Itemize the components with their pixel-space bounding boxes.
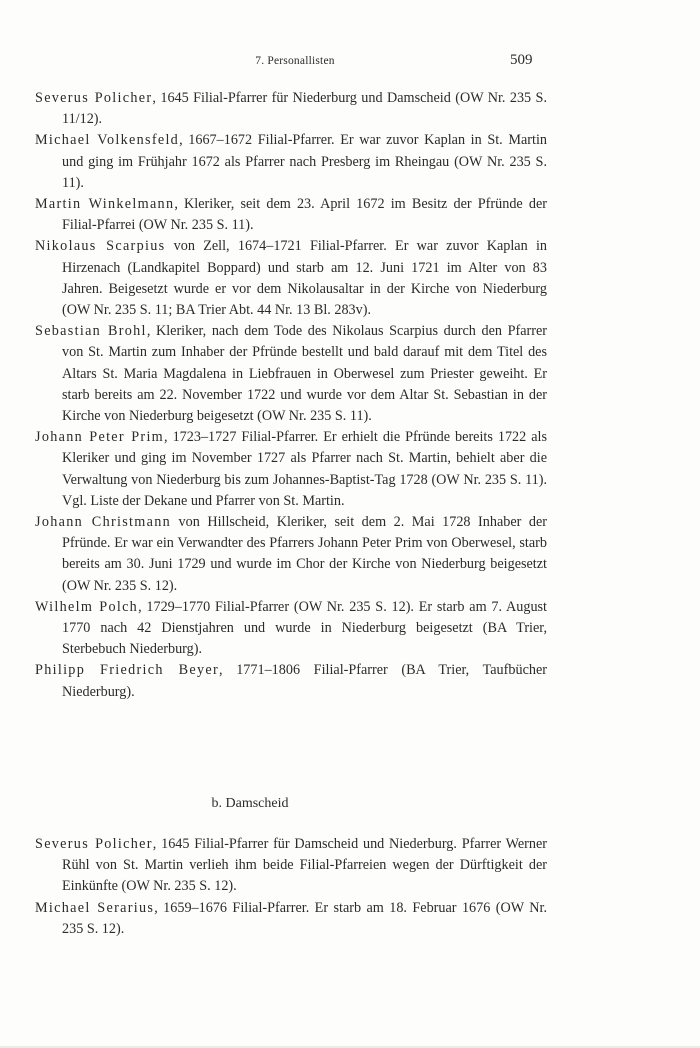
person-name: Severus Policher [35,836,153,852]
entry-text: , 1729–1770 Filial-Pfarrer (OW Nr. 235 S. 12). Er starb am 7. August 1770 nach 42 Dienstjahren und wurde in Niederburg beigesetzt (BA Trier, Sterbebuch Niederburg). [62,598,547,658]
person-name: Severus Policher [35,90,153,106]
section-heading-damscheid: b. Damscheid [211,796,289,811]
list-item [35,236,547,321]
list-item [35,194,547,236]
list-item [35,660,547,702]
person-name: Michael Serarius [35,899,155,916]
list-item [35,321,547,427]
person-name: Nikolaus Scarpius [35,238,166,255]
person-name: Wilhelm Polch [35,598,139,615]
entry-text: von Zell, 1674–1721 Filial-Pfarrer. Er war zuvor Kaplan in Hirzenach (Landkapitel Boppard) und starb am 12. Juni 1721 im Alter von 83 Jahren. Beigesetzt wurde er vor dem Nikolausaltar in der Kirche von Niederburg (OW Nr. 235 S. 11; BA Trier Abt. 44 Nr. 13 Bl. 283v). [62,238,547,319]
entry-text: von Hillscheid, Kleriker, seit dem 2. Mai 1728 Inhaber der Pfründe. Er war ein Verwandter des Pfarrers Johann Peter Prim von Oberwesel, starb bereits am 30. Juni 1729 und wurde im Chor der Kirche von Niederburg beigesetzt (OW Nr. 235 S. 12). [62,514,547,594]
entry-list-niederburg [35,88,547,703]
person-name: Sebastian Brohl [35,323,147,340]
entry-text: , Kleriker, seit dem 23. April 1672 im Besitz der Pfründe der Filial-Pfarrei (OW Nr. 235 S. 11). [62,196,548,234]
entry-text: , 1659–1676 Filial-Pfarrer. Er starb am 18. Februar 1676 (OW Nr. 235 S. 12). [62,899,547,937]
person-name: Johann Peter Prim [35,429,165,446]
entry-text: , 1645 Filial-Pfarrer für Niederburg und Damscheid (OW Nr. 235 S. 11/12). [62,90,547,128]
entry-text: , Kleriker, nach dem Tode des Nikolaus Scarpius durch den Pfarrer von St. Martin zum Inhaber der Pfründe bestellt und bald darauf mit dem Titel des Altars St. Maria Magdalena in Liebfrauen in Oberwesel zum Priester geweiht. Er starb bereits am 22. November 1722 und wurde vor dem Altar St. Sebastian in der Kirche von Niederburg beigesetzt (OW Nr. 235 S. 11). [62,323,547,425]
list-item [35,512,547,597]
entry-text: , 1667–1672 Filial-Pfarrer. Er war zuvor Kaplan in St. Martin und ging im Frühjahr 1672 als Pfarrer nach Presberg im Rheingau (OW Nr. 235 S. 11). [62,132,547,191]
list-item [35,597,547,661]
list-item [35,130,547,194]
list-item [35,427,547,512]
entry-text: , 1771–1806 Filial-Pfarrer (BA Trier, Taufbücher Niederburg). [62,662,547,700]
person-name: Martin Winkelmann [35,196,175,213]
entry-text: , 1723–1727 Filial-Pfarrer. Er erhielt die Pfründe bereits 1722 als Kleriker und ging im November 1727 als Pfarrer nach St. Martin, behielt aber die Verwaltung von Niederburg bis zum Johannes-Baptist-Tag 1728 (OW Nr. 235 S. 11). Vgl. Liste der Dekane und Pfarrer von St. Martin. [62,429,547,509]
entry-list-damscheid [35,834,547,940]
entry-text: , 1645 Filial-Pfarrer für Damscheid und Niederburg. Pfarrer Werner Rühl von St. Martin verlieh ihm beide Filial-Pfarreien wegen der Dürftigkeit der Einkünfte (OW Nr. 235 S. 12). [62,836,548,895]
running-header [0,52,700,72]
list-item [35,834,547,898]
person-name: Michael Volkensfeld [35,132,180,149]
list-item [35,898,547,940]
running-title: 7. Personallisten [255,55,335,67]
person-name: Johann Christmann [35,514,172,531]
list-item [35,88,547,130]
page-number: 509 [510,52,533,68]
person-name: Philipp Friedrich Beyer [35,662,220,679]
